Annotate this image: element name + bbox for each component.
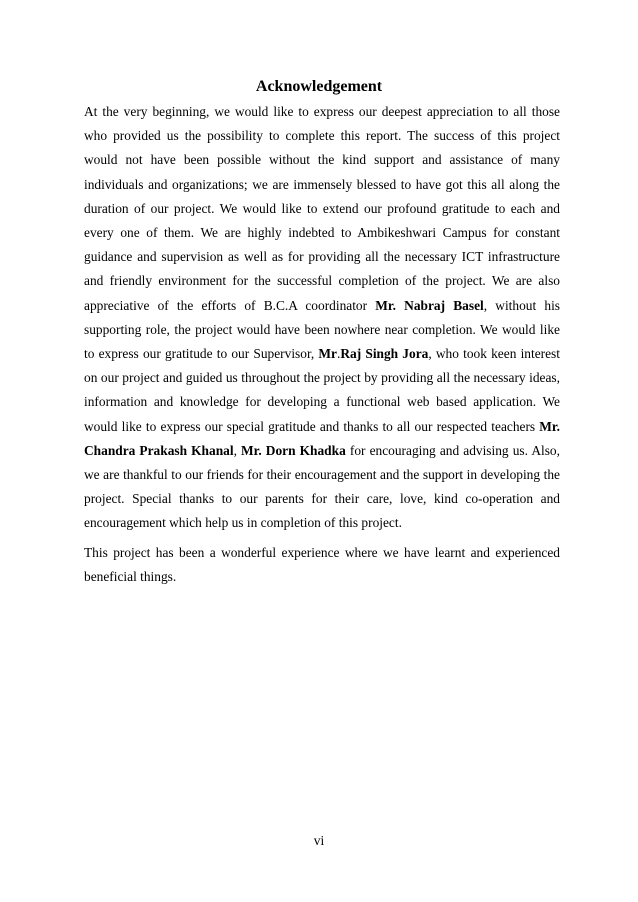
teacher-name-1: Mr. Chandra Prakash Khanal xyxy=(84,418,560,458)
paragraph-main-text-2: , without his supporting role, the project would have been nowhere near completion. We would like to express our gratitude to our Supervisor, xyxy=(84,297,560,362)
teacher-name-2: Mr. Dorn Khadka xyxy=(241,442,346,458)
supervisor-dot: . xyxy=(337,346,341,362)
paragraph-main-text-5: for encouraging and advising us. Also, we are thankful to our friends for their encouragement and the support in developing the project. Special thanks to our parents for their care, love, kind co-operation and encouragement which help us in completion of this project. xyxy=(84,442,560,531)
page-number: vi xyxy=(313,833,325,848)
paragraph-main-text-4: , xyxy=(233,442,241,458)
paragraph-main-text-3: , who took keen interest on our project and guided us throughout the project by providing all the necessary ideas, information and knowledge for developing a functional web based application. We would like to express our special gratitude and thanks to all our respected teachers xyxy=(84,346,560,434)
paragraph-main-text-1: At the very beginning, we would like to express our deepest appreciation to all those who provided us the possibility to complete this report. The success of this project would not have been possible without the kind support and assistance of many individuals and organizations; we are immensely blessed to have got this all along the duration of our project. We would like to extend our profound gratitude to each and every one of them. We are highly indebted to Ambikeshwari Campus for constant guidance and supervision as well as for providing all the necessary ICT infrastructure and friendly environment for the successful completion of the project. We are also appreciative of the efforts of B.C.A coordinator xyxy=(84,104,560,313)
coordinator-name: Mr. Nabraj Basel xyxy=(375,297,484,313)
supervisor-name: Raj Singh Jora xyxy=(340,346,429,362)
paragraph-closing: This project has been a wonderful experience where we have learnt and experienced beneficial things. xyxy=(84,544,560,584)
page-title: Acknowledgement xyxy=(255,78,383,95)
acknowledgement-body xyxy=(84,100,560,589)
paragraph-main xyxy=(84,100,560,536)
supervisor-title: Mr xyxy=(318,346,337,362)
